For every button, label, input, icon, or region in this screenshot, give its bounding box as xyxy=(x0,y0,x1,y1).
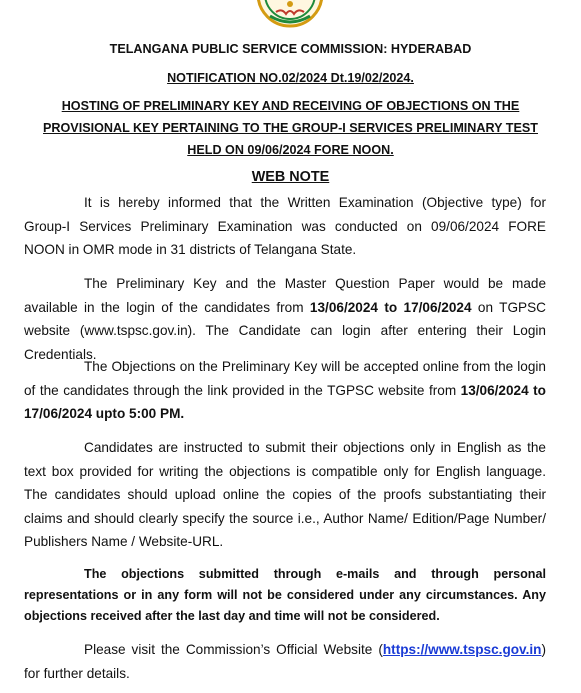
official-website-link[interactable]: https://www.tspsc.gov.in xyxy=(382,642,542,657)
paragraph-objections-window xyxy=(24,355,546,426)
paragraph-text: It is hereby informed that the Written Examination (Objective type) for Group-I Services Preliminary Examination was conducted on 09/06/2024 FORE NOON in OMR mode in 31 districts of Telangana State. xyxy=(24,195,546,257)
org-title: TELANGANA PUBLIC SERVICE COMMISSION: HYDERABAD xyxy=(109,42,472,56)
paragraph-text: ) for further details. xyxy=(24,642,546,681)
paragraph-visit-website xyxy=(24,638,546,685)
paragraph-text: The Preliminary Key and the Master Question Paper would be made available in the login of the candidates from xyxy=(24,276,546,315)
paragraph-text: on TGPSC website (www.tspsc.gov.in). The Candidate can login after entering their Login Credentials. xyxy=(24,299,546,362)
paragraph-warning xyxy=(24,564,546,627)
paragraph-exam-info xyxy=(24,191,546,262)
subject-line-3: HELD ON 09/06/2024 FORE NOON. xyxy=(187,143,394,157)
paragraph-text: Please visit the Commission’s Official Website ( xyxy=(84,642,383,657)
commission-seal-logo xyxy=(246,0,334,28)
web-note-heading: WEB NOTE xyxy=(251,169,330,185)
paragraph-key-availability xyxy=(24,272,546,366)
paragraph-text: Candidates are instructed to submit their objections only in English as the text box provided for writing the objections is compatible only for English language. The candidates should upload online the copies of the proofs substantiating their claims and should clearly specify the source i.e., Author Name/ Edition/Page Number/ Publishers Name / Website-URL. xyxy=(24,440,546,549)
seal-icon xyxy=(246,0,334,28)
paragraph-text: The Objections on the Preliminary Key will be accepted online from the login of the candidates through the link provided in the TGPSC website from xyxy=(24,359,546,398)
subject-line-2: PROVISIONAL KEY PERTAINING TO THE GROUP-I SERVICES PRELIMINARY TEST xyxy=(43,121,538,135)
paragraph-text: The objections submitted through e-mails and through personal representations or in any form will not be considered under any circumstances. Any objections received after the last day and time will not be considered. xyxy=(24,567,546,623)
subject-line-1: HOSTING OF PRELIMINARY KEY AND RECEIVING OF OBJECTIONS ON THE xyxy=(61,99,520,113)
objection-dates: 13/06/2024 to 17/06/2024 upto 5:00 PM. xyxy=(24,382,546,421)
key-dates: 13/06/2024 to 17/06/2024 xyxy=(309,299,472,315)
notification-number: NOTIFICATION NO.02/2024 Dt.19/02/2024. xyxy=(167,71,414,85)
paragraph-instructions xyxy=(24,436,546,554)
